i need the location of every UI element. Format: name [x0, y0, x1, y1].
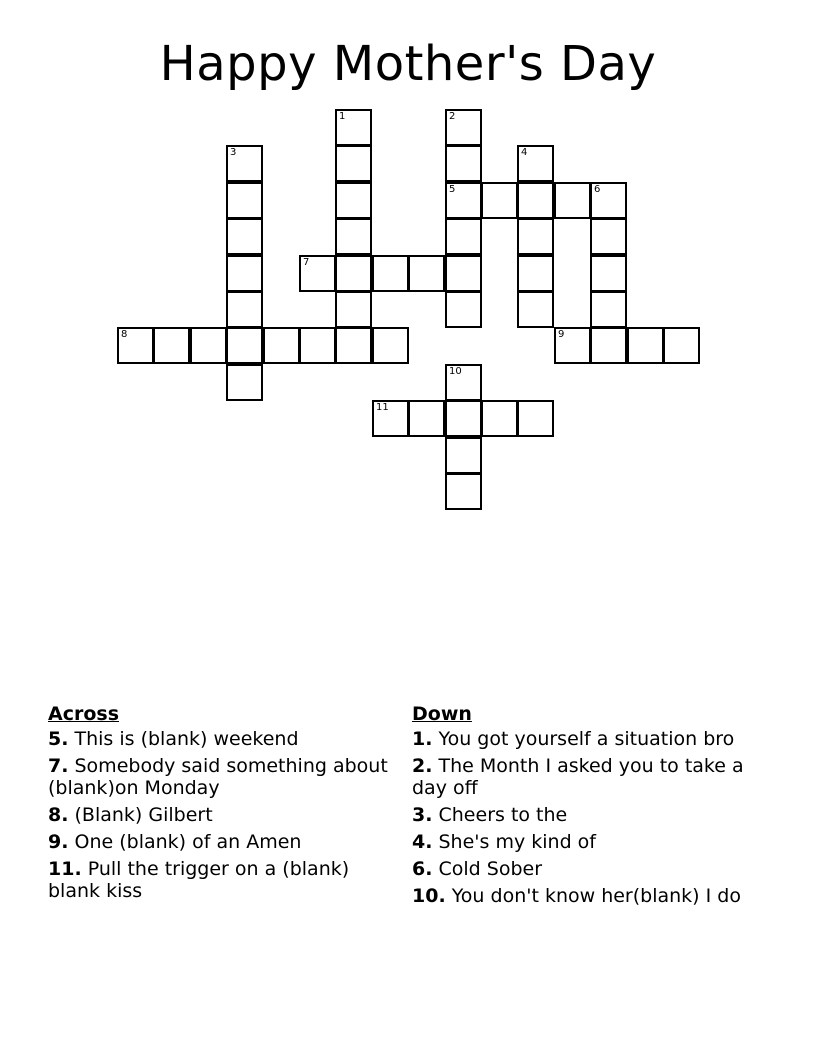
grid-cell[interactable] [226, 182, 263, 219]
grid-cell[interactable] [590, 255, 627, 292]
grid-cell[interactable] [335, 291, 372, 328]
grid-cell[interactable] [226, 145, 263, 182]
clue-number: 11 [376, 402, 389, 413]
across-heading: Across [48, 703, 120, 725]
grid-cell[interactable] [226, 218, 263, 255]
down-clue-10: 10. You don't know her(blank) I do [412, 885, 741, 907]
grid-cell[interactable] [335, 145, 372, 182]
grid-cell[interactable] [408, 255, 445, 292]
grid-cell[interactable] [445, 182, 482, 219]
grid-cell[interactable] [408, 400, 445, 437]
grid-cell[interactable] [590, 291, 627, 328]
down-clue-6: 6. Cold Sober [412, 858, 543, 880]
grid-cell[interactable] [517, 218, 554, 255]
puzzle-title: Happy Mother's Day [159, 36, 657, 92]
grid-cell[interactable] [445, 255, 482, 292]
clue-number: 6 [594, 184, 601, 195]
down-clues [412, 702, 752, 912]
grid-cell[interactable] [445, 437, 482, 474]
clue-number: 4 [521, 147, 528, 158]
grid-cell[interactable] [517, 400, 554, 437]
across-clue-5: 5. This is (blank) weekend [48, 728, 299, 750]
grid-cell[interactable] [335, 218, 372, 255]
down-clue-4: 4. She's my kind of [412, 831, 596, 853]
grid-cell[interactable] [590, 182, 627, 219]
grid-cell[interactable] [517, 182, 554, 219]
across-clue-7: 7. Somebody said something about (blank)on Monday [48, 755, 388, 799]
grid-cell[interactable] [481, 182, 518, 219]
grid-cell[interactable] [627, 327, 664, 364]
grid-cell[interactable] [190, 327, 227, 364]
grid-cell[interactable] [445, 400, 482, 437]
clue-number: 9 [558, 329, 565, 340]
grid-cell[interactable] [299, 327, 336, 364]
across-clues [48, 702, 388, 907]
grid-cell[interactable] [590, 218, 627, 255]
grid-cell[interactable] [554, 327, 591, 364]
grid-cell[interactable] [226, 291, 263, 328]
grid-cell[interactable] [263, 327, 300, 364]
grid-cell[interactable] [517, 291, 554, 328]
down-clue-2: 2. The Month I asked you to take a day off [412, 755, 744, 799]
clue-number: 5 [449, 184, 456, 195]
grid-cell[interactable] [372, 400, 409, 437]
across-clue-9: 9. One (blank) of an Amen [48, 831, 302, 853]
grid-cell[interactable] [445, 364, 482, 401]
across-clue-11: 11. Pull the trigger on a (blank) blank kiss [48, 858, 350, 902]
across-clue-8: 8. (Blank) Gilbert [48, 804, 213, 826]
grid-cell[interactable] [153, 327, 190, 364]
down-clue-3: 3. Cheers to the [412, 804, 568, 826]
grid-cell[interactable] [445, 109, 482, 146]
grid-cell[interactable] [117, 327, 154, 364]
grid-cell[interactable] [445, 218, 482, 255]
grid-cell[interactable] [372, 327, 409, 364]
grid-cell[interactable] [445, 145, 482, 182]
grid-cell[interactable] [481, 400, 518, 437]
grid-cell[interactable] [590, 327, 627, 364]
down-heading: Down [412, 703, 472, 725]
grid-cell[interactable] [226, 327, 263, 364]
grid-cell[interactable] [226, 255, 263, 292]
grid-cell[interactable] [335, 255, 372, 292]
clue-number: 1 [339, 111, 346, 122]
grid-cell[interactable] [663, 327, 700, 364]
grid-cell[interactable] [445, 473, 482, 510]
grid-cell[interactable] [335, 327, 372, 364]
grid-cell[interactable] [335, 182, 372, 219]
grid-cell[interactable] [226, 364, 263, 401]
clue-number: 8 [121, 329, 128, 340]
clue-number: 7 [303, 257, 310, 268]
grid-cell[interactable] [372, 255, 409, 292]
grid-cell[interactable] [517, 145, 554, 182]
grid-cell[interactable] [517, 255, 554, 292]
clue-number: 10 [449, 366, 462, 377]
clue-number: 3 [230, 147, 237, 158]
grid-cell[interactable] [299, 255, 336, 292]
grid-cell[interactable] [335, 109, 372, 146]
clue-number: 2 [449, 111, 456, 122]
grid-cell[interactable] [554, 182, 591, 219]
down-clue-1: 1. You got yourself a situation bro [412, 728, 735, 750]
grid-cell[interactable] [445, 291, 482, 328]
